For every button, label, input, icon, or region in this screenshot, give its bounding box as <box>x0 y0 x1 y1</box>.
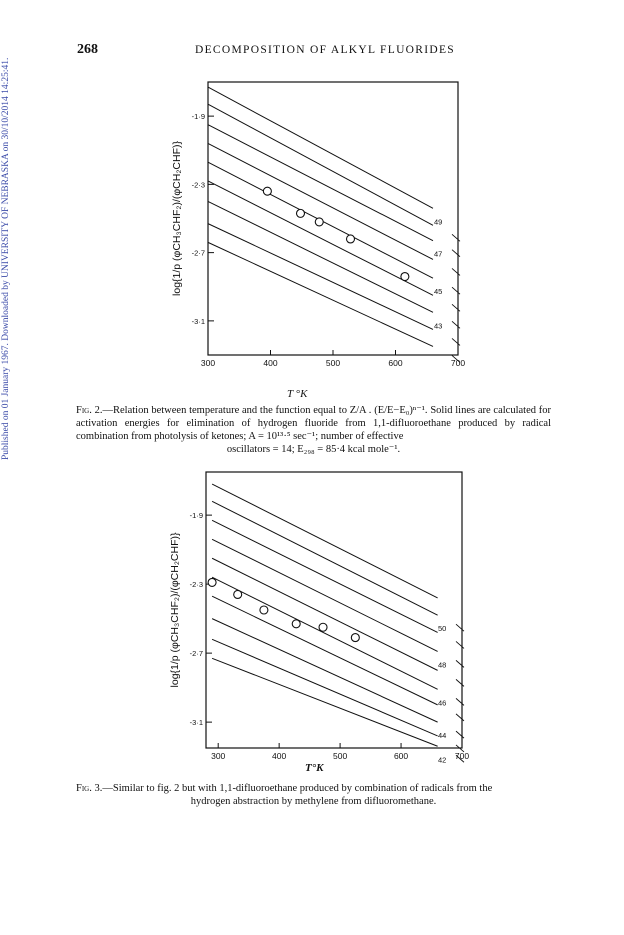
fig2-caption-label: Fig. 2. <box>76 405 103 416</box>
fig2-caption-last: oscillators = 14; E₂₉₈ = 85·4 kcal mole⁻¹. <box>226 444 401 455</box>
series-label: 42 <box>438 755 447 765</box>
fig3-caption-last: hydrogen abstraction by methylene from difluoromethane. <box>190 796 437 807</box>
data-point <box>292 620 300 628</box>
fig2-caption-text: —Relation between temperature and the function equal to Z/A . (E/E−E₀)ⁿ⁻¹. Solid lines are calculated for activation energies for elimination of hydrogen fluoride from 1,1-difluoroethane produced by radical combination from photolysis of ketones; A = 10¹³·⁵ sec⁻¹; number of effective <box>76 405 551 442</box>
page-number: 268 <box>77 42 98 57</box>
edge-mark <box>456 731 464 738</box>
y-axis-label: log{1/p (φCH₃CHF₂)/(φCH₂CHF)} <box>171 141 183 296</box>
series-label: 46 <box>438 698 447 708</box>
edge-mark <box>456 714 464 721</box>
edge-mark <box>456 624 464 631</box>
edge-mark <box>456 698 464 705</box>
series-line <box>212 596 438 705</box>
y-tick-label: -2·3 <box>189 580 203 590</box>
data-point <box>234 590 242 598</box>
x-tick-label: 700 <box>450 358 466 368</box>
series-label: 47 <box>434 249 443 259</box>
series-line <box>212 658 438 746</box>
series-line <box>212 501 438 615</box>
fig3-xlabel: T°K <box>305 762 324 774</box>
data-point <box>260 606 268 614</box>
y-tick-label: -1·9 <box>191 112 205 122</box>
x-tick-label: 500 <box>333 751 348 761</box>
running-head: DECOMPOSITION OF ALKYL FLUORIDES <box>195 44 456 56</box>
y-tick-label: -2·7 <box>191 248 205 258</box>
x-tick-label: 600 <box>393 751 409 761</box>
fig3-caption <box>76 782 551 795</box>
fig3-caption-label: Fig. 3. <box>76 783 103 794</box>
y-tick-label: -2·3 <box>191 180 205 190</box>
plot-frame <box>206 472 462 748</box>
x-tick-label: 500 <box>325 358 341 368</box>
y-tick-label: -3·1 <box>189 718 203 728</box>
data-point <box>208 578 216 586</box>
x-tick-label: 700 <box>454 751 470 761</box>
x-tick-label: 400 <box>263 358 278 368</box>
series-label: 45 <box>434 287 443 297</box>
series-label: 49 <box>434 217 443 227</box>
x-tick-label: 300 <box>200 358 216 368</box>
data-point <box>351 634 359 642</box>
data-point <box>319 623 327 631</box>
x-tick-label: 600 <box>388 358 403 368</box>
edge-mark <box>456 679 464 686</box>
fig2-xlabel: T °K <box>287 388 308 400</box>
y-tick-label: -3·1 <box>191 316 205 326</box>
edge-mark <box>456 641 464 648</box>
series-label: 44 <box>438 731 447 741</box>
edge-mark <box>456 660 464 667</box>
fig3-caption-text: —Similar to fig. 2 but with 1,1-difluoroethane produced by combination of radicals from the <box>102 783 493 794</box>
y-axis-label: log{1/p (φCH₃CHF₂)/(φCH₂CHF)} <box>169 532 181 688</box>
series-label: 48 <box>438 660 447 670</box>
series-label: 43 <box>434 321 443 331</box>
side-note-text: Published on 01 January 1967. Downloaded by UNIVERSITY OF NEBRASKA on 30/10/2014 14:25:41. <box>1 57 10 460</box>
series-line <box>212 577 438 689</box>
y-tick-label: -2·7 <box>189 649 203 659</box>
y-tick-label: -1·9 <box>189 511 203 521</box>
x-tick-label: 400 <box>272 751 287 761</box>
series-line <box>212 520 438 632</box>
x-tick-label: 300 <box>211 751 226 761</box>
series-line <box>212 484 438 598</box>
series-label: 50 <box>438 624 447 634</box>
